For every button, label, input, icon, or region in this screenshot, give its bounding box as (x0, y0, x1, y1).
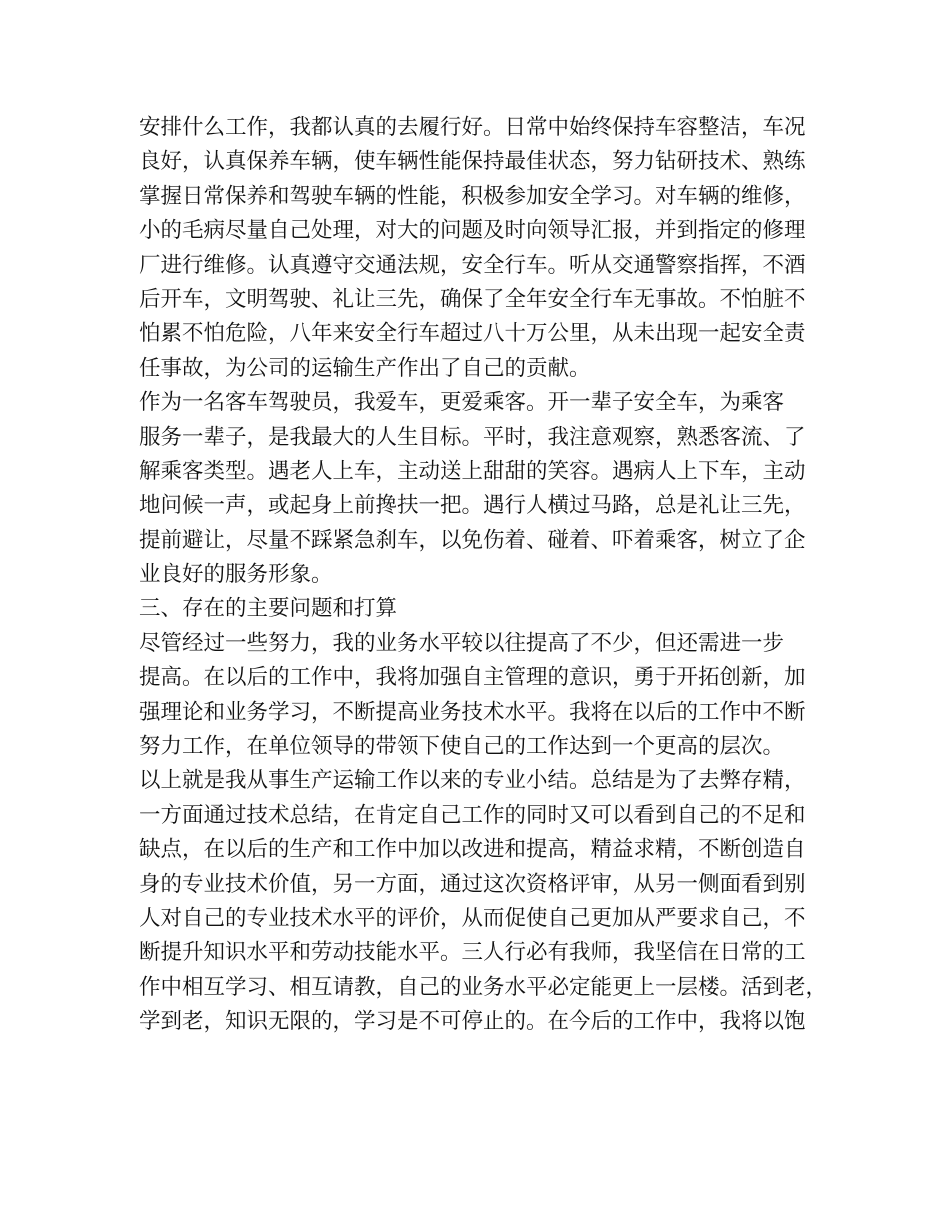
text-line: 业良好的服务形象。 (139, 562, 333, 588)
text-line: 后开车，文明驾驶、礼让三先，确保了全年安全行车无事故。不怕脏不 (139, 286, 806, 312)
text-line: 地问候一声，或起身上前搀扶一把。遇行人横过马路，总是礼让三先， (139, 493, 806, 519)
text-line: 提前避让，尽量不踩紧急刹车，以免伤着、碰着、吓着乘客，树立了企 (139, 527, 806, 553)
text-line: 人对自己的专业技术水平的评价，从而促使自己更加从严要求自己，不 (139, 905, 806, 931)
text-line: 学到老，知识无限的，学习是不可停止的。在今后的工作中，我将以饱 (139, 1009, 806, 1035)
document-body-text (139, 111, 829, 1040)
text-line: 努力工作，在单位领导的带领下使自己的工作达到一个更高的层次。 (139, 734, 785, 760)
text-line: 安排什么工作，我都认真的去履行好。日常中始终保持车容整洁，车况 (139, 115, 806, 140)
text-line: 提高。在以后的工作中，我将加强自主管理的意识，勇于开拓创新，加 (139, 665, 806, 691)
text-line: 尽管经过一些努力，我的业务水平较以往提高了不少，但还需进一步 (139, 630, 785, 656)
text-line: 作为一名客车驾驶员，我爱车，更爱乘客。开一辈子安全车，为乘客 (139, 390, 785, 416)
text-line: 强理论和业务学习，不断提高业务技术水平。我将在以后的工作中不断 (139, 699, 806, 725)
text-line: 掌握日常保养和驾驶车辆的性能，积极参加安全学习。对车辆的维修， (139, 183, 806, 209)
text-line: 断提升知识水平和劳动技能水平。三人行必有我师，我坚信在日常的工 (139, 940, 806, 966)
text-line: 以上就是我从事生产运输工作以来的专业小结。总结是为了去弊存精， (139, 768, 806, 794)
text-line: 缺点，在以后的生产和工作中加以改进和提高，精益求精，不断创造自 (139, 837, 806, 863)
text-line: 怕累不怕危险，八年来安全行车超过八十万公里，从未出现一起安全责 (139, 321, 806, 347)
text-line: 作中相互学习、相互请教，自己的业务水平必定能更上一层楼。活到老， (139, 974, 828, 1000)
text-line: 任事故，为公司的运输生产作出了自己的贡献。 (139, 355, 591, 381)
text-line: 服务一辈子，是我最大的人生目标。平时，我注意观察，熟悉客流、了 (139, 424, 806, 450)
text-line: 良好，认真保养车辆，使车辆性能保持最佳状态，努力钻研技术、熟练 (139, 149, 806, 175)
text-line: 解乘客类型。遇老人上车，主动送上甜甜的笑容。遇病人上下车，主动 (139, 458, 806, 484)
section-heading: 三、存在的主要问题和打算 (139, 596, 398, 622)
text-line: 小的毛病尽量自己处理，对大的问题及时向领导汇报，并到指定的修理 (139, 218, 806, 244)
text-line: 身的专业技术价值，另一方面，通过这次资格评审，从另一侧面看到别 (139, 871, 806, 897)
text-line: 一方面通过技术总结，在肯定自己工作的同时又可以看到自己的不足和 (139, 802, 806, 828)
text-line: 厂进行维修。认真遵守交通法规，安全行车。听从交通警察指挥，不酒 (139, 252, 806, 278)
